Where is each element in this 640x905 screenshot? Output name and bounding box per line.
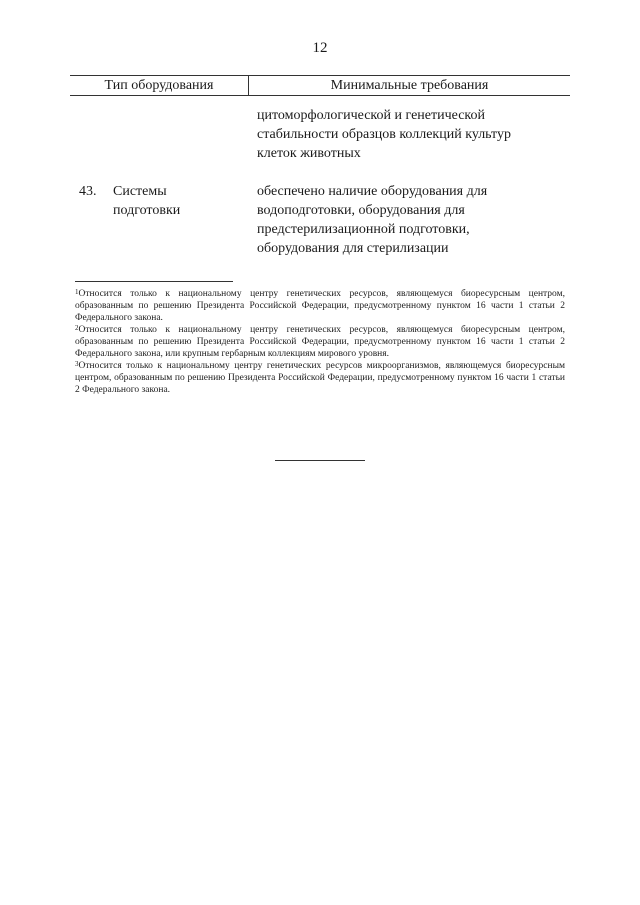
footnote-mark: 1 xyxy=(75,288,79,296)
text-line: предстерилизационной подготовки, xyxy=(257,222,470,237)
footnote-3 xyxy=(75,360,565,396)
text-line: подготовки xyxy=(113,203,181,218)
header-equipment-type: Тип оборудования xyxy=(104,78,214,93)
footnote-mark: 2 xyxy=(75,324,79,332)
row-requirement xyxy=(257,182,487,258)
text-line: оборудования для стерилизации xyxy=(257,241,449,256)
row-number: 43. xyxy=(79,184,97,199)
text-line: Системы xyxy=(113,184,167,199)
text-line: стабильности образцов коллекций культур xyxy=(257,127,511,142)
header-minimum-requirements: Минимальные требования xyxy=(330,78,489,93)
text-line: водоподготовки, оборудования для xyxy=(257,203,465,218)
footnote-separator xyxy=(75,281,233,282)
end-of-document-rule xyxy=(275,460,365,461)
row-equipment-type xyxy=(113,182,180,220)
footnote-mark: 3 xyxy=(75,360,79,368)
table-header xyxy=(70,75,570,96)
footnote-text: Относится только к национальному центру генетических ресурсов микроорганизмов, являющемуся биоресурсным центром, образованным по решению Президента Российской Федерации, предусмотренному пунктом 16 части 1 статьи 2 Федерального закона. xyxy=(75,361,565,395)
footnote-1 xyxy=(75,288,565,324)
footnotes xyxy=(75,288,565,396)
text-line: обеспечено наличие оборудования для xyxy=(257,184,488,199)
text-line: цитоморфологической и генетической xyxy=(257,108,485,123)
page-number: 12 xyxy=(312,40,328,56)
footnote-text: Относится только к национальному центру генетических ресурсов, являющемуся биоресурсным центром, образованным по решению Президента Российской Федерации, предусмотренному пунктом 16 части 1 статьи 2 Федерального закона, или крупным гербарным коллекциям мирового уровня. xyxy=(75,325,565,359)
text-line: клеток животных xyxy=(257,146,361,161)
footnote-text: Относится только к национальному центру генетических ресурсов, являющемуся биоресурсным центром, образованным по решению Президента Российской Федерации, предусмотренному пунктом 16 части 1 статьи 2 Федерального закона. xyxy=(75,289,565,323)
footnote-2 xyxy=(75,324,565,360)
continued-requirement-text xyxy=(257,106,511,163)
